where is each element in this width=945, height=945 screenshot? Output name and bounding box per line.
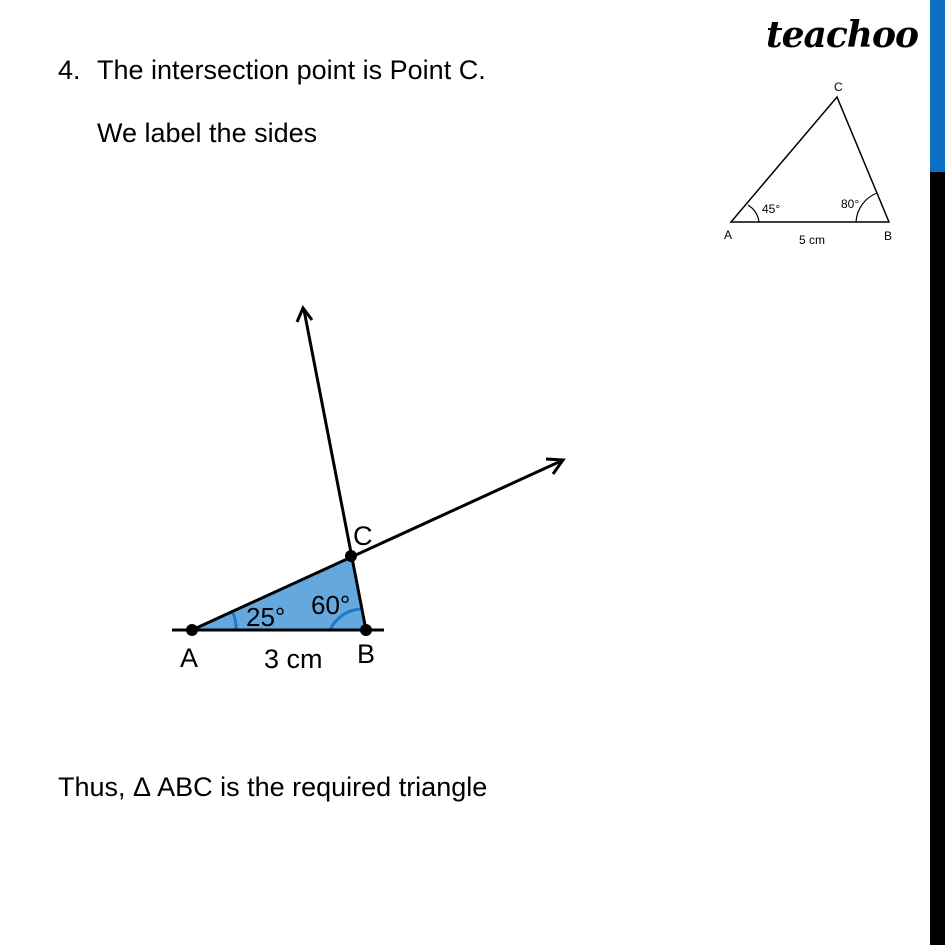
ref-label-a: A [724, 228, 733, 242]
step-text: The intersection point is Point C. [97, 55, 486, 85]
ref-angle-a: 45° [762, 202, 781, 216]
step-subtext: We label the sides [97, 118, 318, 148]
teachoo-logo: teachoo [766, 14, 918, 56]
angle-a-label: 25° [246, 602, 286, 632]
step-number: 4. [58, 55, 81, 85]
base-length-label: 3 cm [264, 644, 323, 674]
label-c: C [353, 521, 373, 551]
label-b: B [357, 639, 376, 669]
label-a: A [180, 643, 199, 673]
ref-base-label: 5 cm [799, 233, 826, 247]
ref-label-b: B [884, 229, 893, 243]
point-c [345, 550, 357, 562]
point-b [360, 624, 372, 636]
point-a [186, 624, 198, 636]
conclusion-text: Thus, Δ ABC is the required triangle [58, 772, 488, 802]
angle-b-label: 60° [311, 590, 351, 620]
ref-angle-b: 80° [841, 197, 860, 211]
ref-label-c: C [834, 80, 843, 94]
reference-triangle [724, 80, 892, 247]
